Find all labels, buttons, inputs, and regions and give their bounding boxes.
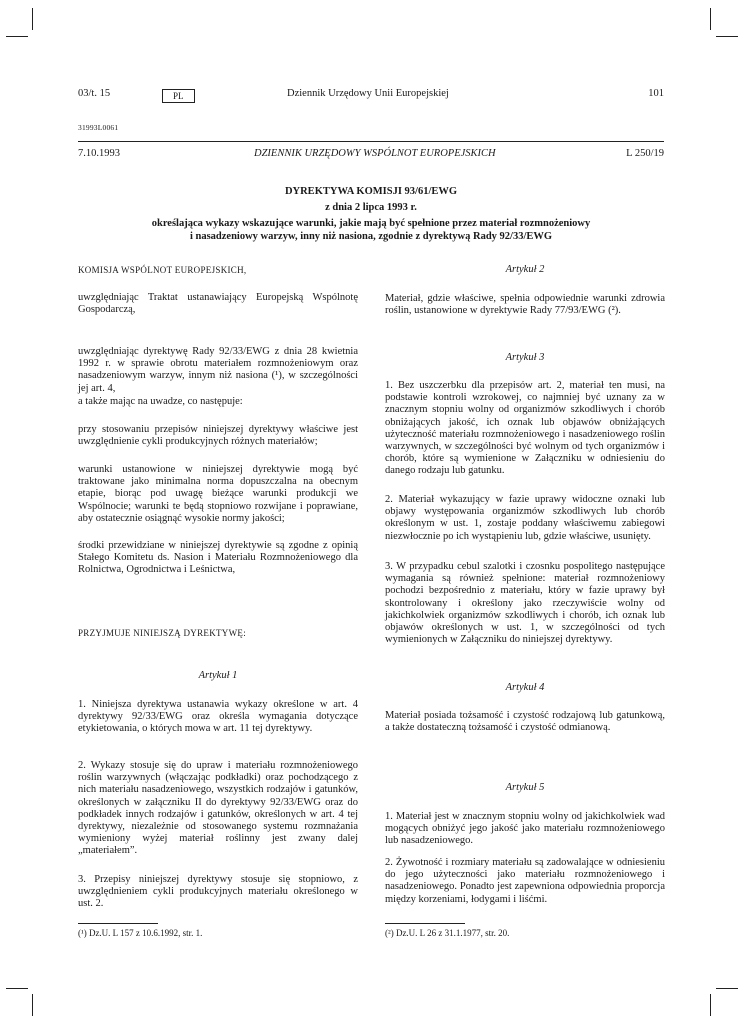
recital-treaty: uwzględniając Traktat ustanawiający Europejską Wspólnotę Gospodarczą, <box>78 292 358 316</box>
crop-mark <box>716 988 738 989</box>
footnote-rule <box>385 923 465 924</box>
article-3-para-1: 1. Bez uszczerbku dla przepisów art. 2, materiał ten musi, na podstawie kontroli wzrokowej, co najmniej być uznany za w znacznym stopniu wolny od organizmów szkodliwych i chorób obniżających jakość, ich oznak lub objawów obniżających użyteczność materiału rozmnożeniowego i nasadzeniowego roślin warzywnych, w szczególności być wolnym od tych organizmów i chorób, które są wymienione w Załączniku w odniesieniu do danego rodzaju lub gatunku. <box>385 380 665 477</box>
article-4-para-1: Materiał posiada tożsamość i czystość rodzajową lub gatunkową, a także dostateczną tożsamość i czystość odmianową. <box>385 710 665 734</box>
issue-number: 03/t. 15 <box>78 88 111 99</box>
footnote-2: (²) Dz.U. L 26 z 31.1.1977, str. 20. <box>385 928 510 938</box>
recital-whereas: a także mając na uwadze, co następuje: <box>78 396 243 407</box>
directive-subject-2: i nasadzeniowy warzyw, inny niż nasiona, zgodnie z dyrektywą Rady 92/33/EWG <box>189 231 553 242</box>
recital-directive: uwzględniając dyrektywę Rady 92/33/EWG z dnia 28 kwietnia 1992 r. w sprawie obrotu materiałem rozmnożeniowym oraz nasadzeniowym warzyw, innym niż nasiona (¹), w szczególności jej art. 4, <box>78 346 358 394</box>
article-1-title: Artykuł 1 <box>198 670 238 681</box>
article-4-title: Artykuł 4 <box>505 682 545 693</box>
article-3-para-3: 3. W przypadku cebul szalotki i czosnku pospolitego następujące wymagania są również spełnione: materiał rozmnożeniowy pochodzi bezpośrednio z materiału, który w fazie uprawy był skontrolowany i określony jako rzeczywiście wolny od jakichkolwiek organizmów szkodliwych i chorób, ich oznak lub objawów określonych w ust. 1, w szczególności od tych wymienionych w Załączniku do niniejszej dyrektywy. <box>385 561 665 646</box>
article-3-para-2: 2. Materiał wykazujący w fazie uprawy widoczne oznaki lub objawy występowania organizmów szkodliwych lub chorób określonym w ust. 1, zostaje poddany właściwemu zabiegowi niezwłocznie po ich wystąpieniu lub, gdzie właściwe, usunięty. <box>385 494 665 542</box>
footnote-rule <box>78 923 158 924</box>
recital-cycles: przy stosowaniu przepisów niniejszej dyrektywy właściwe jest uwzględnienie cykli produkcyjnych różnych materiałów; <box>78 424 358 448</box>
article-3-title: Artykuł 3 <box>505 352 545 363</box>
article-1-para-1: 1. Niniejsza dyrektywa ustanawia wykazy określone w art. 4 dyrektywy 92/33/EWG oraz określa wymagania dotyczące etykietowania, o których mowa w art. 11 tej dyrektywy. <box>78 699 358 735</box>
crop-mark <box>716 36 738 37</box>
page-number: 101 <box>648 88 664 99</box>
journal-title: Dziennik Urzędowy Unii Europejskiej <box>287 88 449 99</box>
crop-mark <box>6 36 28 37</box>
language-badge: PL <box>162 89 195 103</box>
recital-conditions: warunki ustanowione w niniejszej dyrektywie mogą być traktowane jako minimalna norma dopuszczalna na obecnym etapie, biorąc pod uwagę bieżące warunki produkcji we Wspólnocie; warunki te będą stopniowo rozwijane i poprawiane, aby ostatecznie osiągnąć wysokie normy jakości; <box>78 464 358 524</box>
recital-committee: środki przewidziane w niniejszej dyrektywie są zgodne z opinią Stałego Komitetu ds. Nasion i Materiału Rozmnożeniowego dla Rolnictwa, Ogrodnictwa i Leśnictwa, <box>78 540 358 576</box>
article-2-title: Artykuł 2 <box>505 264 545 275</box>
header-rule <box>78 141 664 142</box>
crop-mark <box>710 8 711 30</box>
adopts-line: PRZYJMUJE NINIEJSZĄ DYREKTYWĘ: <box>78 628 246 638</box>
article-2-para-1: Materiał, gdzie właściwe, spełnia odpowiednie warunki zdrowia roślin, ustanowione w dyrektywie Rady 77/93/EWG (²). <box>385 293 665 317</box>
directive-date: z dnia 2 lipca 1993 r. <box>325 202 417 213</box>
article-5-para-1: 1. Materiał jest w znacznym stopniu wolny od jakichkolwiek wad mogących obniżyć jego jakość jako materiału rozmnożeniowego lub nasadzeniowego. <box>385 811 665 847</box>
document-title <box>78 185 664 243</box>
crop-mark <box>6 988 28 989</box>
celex-number: 31993L0061 <box>78 123 119 132</box>
directive-subject-1: określająca wykazy wskazujące warunki, jakie mają być spełnione przez materiał rozmnożeniowy <box>151 218 591 229</box>
commission-line: KOMISJA WSPÓLNOT EUROPEJSKICH, <box>78 265 247 275</box>
original-header <box>78 148 664 162</box>
publication-date: 7.10.1993 <box>78 148 120 159</box>
running-header <box>78 88 664 102</box>
directive-number: DYREKTYWA KOMISJI 93/61/EWG <box>284 186 458 197</box>
article-1-para-3: 3. Przepisy niniejszej dyrektywy stosuje się stopniowo, z uwzględnieniem cykli produkcyjnych materiału określonego w ust. 2. <box>78 874 358 910</box>
article-1-para-2: 2. Wykazy stosuje się do upraw i materiału rozmnożeniowego roślin warzywnych (włączając podkładki) oraz pochodzącego z nich materiału nasadzeniowego, wszystkich rodzajów i gatunków, określonych w załączniku II do dyrektywy 92/33/EWG oraz do podkładek innych rodzajów i gatunków, określonych w art. 4 tej dyrektywy, niezależnie od stosowanego systemu rozmnażania wymieniony wyżej materiał roślinny jest zwany dalej „materiałem”. <box>78 760 358 857</box>
crop-mark <box>710 994 711 1016</box>
crop-mark <box>32 8 33 30</box>
footnote-1: (¹) Dz.U. L 157 z 10.6.1992, str. 1. <box>78 928 203 938</box>
original-page-ref: L 250/19 <box>626 148 664 159</box>
article-5-title: Artykuł 5 <box>505 782 545 793</box>
article-5-para-2: 2. Żywotność i rozmiary materiału są zadowalające w odniesieniu do jego użyteczności jako materiału rozmnożeniowego i nasadzeniowego. Ponadto jest zapewniona odpowiednia proporcja między korzeniami, łodygami i liśćmi. <box>385 857 665 905</box>
original-journal-title: DZIENNIK URZĘDOWY WSPÓLNOT EUROPEJSKICH <box>254 148 496 159</box>
crop-mark <box>32 994 33 1016</box>
